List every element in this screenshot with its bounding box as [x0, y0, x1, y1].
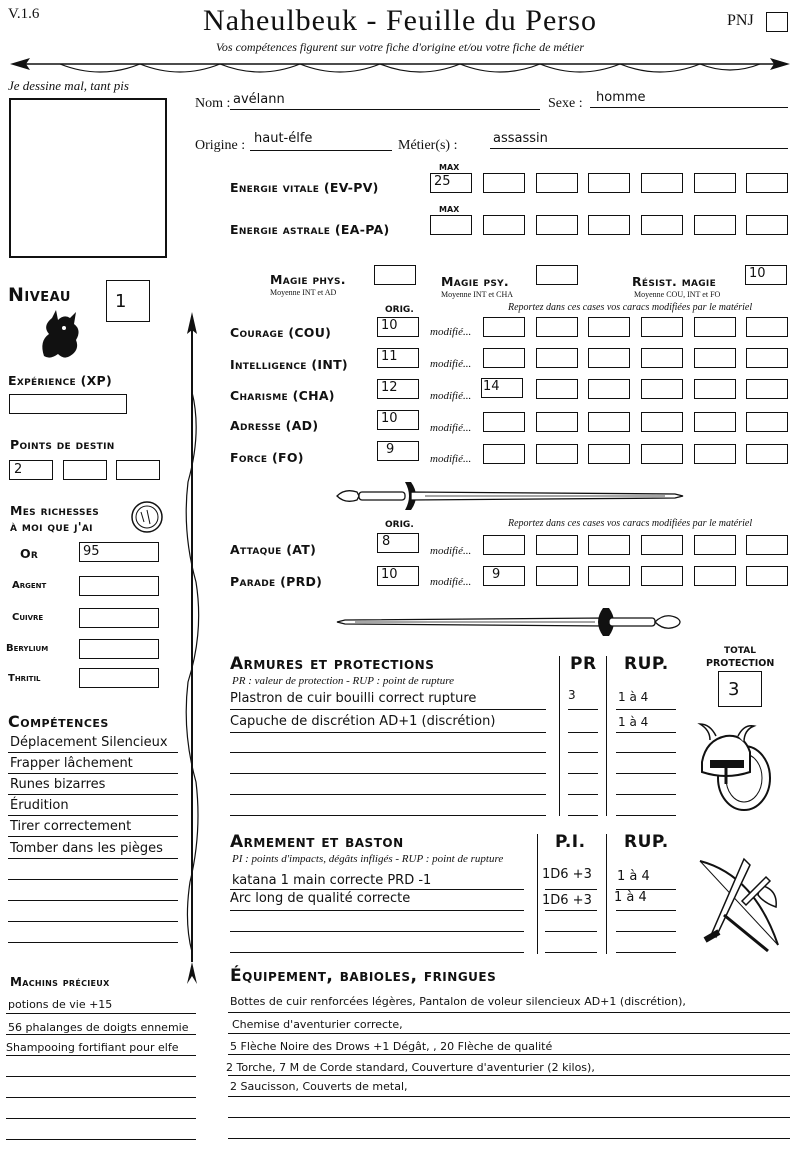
nom-value[interactable]: avélann [233, 92, 285, 107]
stat-mod-cou[interactable] [483, 317, 525, 337]
spear-ornament [180, 312, 204, 984]
stat-mod-ad[interactable] [483, 412, 525, 432]
armement-label: Armement et baston [230, 832, 404, 852]
machin-item[interactable]: Shampooing fortifiant pour elfe [6, 1041, 179, 1054]
modifie-label: modifié... [430, 326, 472, 338]
equipement-item[interactable]: 2 Saucisson, Couverts de metal, [230, 1080, 408, 1093]
metier-value[interactable]: assassin [493, 131, 548, 146]
stat-label-int: Intelligence (INT) [230, 357, 348, 372]
argent-label: Argent [12, 580, 47, 591]
combat-mod-box[interactable] [641, 535, 683, 555]
combat-orig-label: ORIG. [385, 520, 414, 530]
stat-label-fo: Force (FO) [230, 450, 304, 465]
competence-item[interactable]: Déplacement Silencieux [10, 735, 168, 750]
armement-rup-label: RUP. [624, 832, 669, 852]
armures-rup-label: RUP. [624, 654, 669, 674]
stat-orig-int[interactable]: 11 [377, 348, 419, 368]
competences-label: Compétences [8, 712, 109, 731]
or-label: Or [20, 546, 39, 561]
or-value: 95 [83, 544, 100, 559]
stat-mod-box[interactable] [588, 348, 630, 368]
ea-box[interactable] [746, 215, 788, 235]
magie-psy-label: Magie psy. [441, 274, 509, 289]
destin-box[interactable] [9, 460, 53, 480]
stat-mod-box[interactable] [694, 317, 736, 337]
stat-mod-box[interactable] [641, 348, 683, 368]
stat-mod-box[interactable] [694, 444, 736, 464]
competence-item[interactable]: Érudition [10, 798, 69, 813]
dragon-icon [34, 306, 84, 362]
ea-max-label: MAX [439, 205, 460, 214]
equipement-item[interactable]: 5 Flèche Noire des Drows +1 Dégât, , 20 Flèche de qualité [230, 1040, 553, 1053]
ea-box[interactable] [588, 215, 630, 235]
ev-box[interactable] [746, 173, 788, 193]
stat-mod-box[interactable] [746, 317, 788, 337]
resist-magie-label: Résist. magie [632, 274, 717, 289]
destin-value: 2 [14, 462, 23, 477]
stats-orig-label: ORIG. [385, 305, 414, 315]
stat-mod-box[interactable] [641, 317, 683, 337]
modifie-label: modifié... [430, 453, 472, 465]
combat-mod-box[interactable] [588, 566, 630, 586]
total-protection-value: 3 [728, 679, 740, 700]
armure-rup[interactable]: 1 à 4 [618, 690, 649, 704]
stat-label-cou: Courage (COU) [230, 325, 332, 340]
resist-magie-value: 10 [749, 266, 766, 281]
stat-orig-cou[interactable]: 10 [377, 317, 419, 337]
stat-mod-box[interactable] [536, 348, 578, 368]
version-label: V.1.6 [8, 6, 40, 22]
stat-mod-box[interactable] [746, 444, 788, 464]
armures-label: Armures et protections [230, 654, 435, 674]
portrait-box[interactable] [9, 98, 167, 258]
helmet-shield-icon [696, 722, 776, 814]
total-protection-box[interactable] [718, 671, 762, 707]
niveau-value: 1 [115, 291, 127, 312]
ev-max-label: MAX [439, 163, 460, 172]
portrait-label: Je dessine mal, tant pis [8, 78, 129, 93]
ev-max-box[interactable] [430, 173, 472, 193]
stat-mod-int[interactable] [483, 348, 525, 368]
page-title: Naheulbeuk - Feuille du Perso [203, 4, 597, 37]
ev-box[interactable] [536, 173, 578, 193]
resist-magie-note: Moyenne COU, INT et FO [634, 290, 721, 299]
combat-mod-box[interactable] [746, 566, 788, 586]
stat-orig-ad[interactable]: 10 [377, 410, 419, 430]
sword-icon [335, 604, 685, 640]
ea-label: Energie astrale (EA-PA) [230, 222, 390, 237]
machin-item[interactable]: potions de vie +15 [8, 998, 113, 1011]
origine-label: Origine : [195, 138, 246, 153]
cuivre-label: Cuivre [12, 612, 44, 623]
destin-box[interactable] [116, 460, 160, 480]
competence-item[interactable]: Runes bizarres [10, 777, 106, 792]
nom-label: Nom : [195, 96, 231, 111]
machin-item[interactable]: 56 phalanges de doigts ennemie [8, 1021, 189, 1034]
combat-mod-at[interactable] [483, 535, 525, 555]
stat-mod-box[interactable] [746, 379, 788, 399]
arme-rup[interactable]: 1 à 4 [614, 890, 647, 905]
coin-icon [130, 500, 164, 534]
ea-box[interactable] [483, 215, 525, 235]
stat-mod-box[interactable] [588, 412, 630, 432]
combat-mod-box[interactable] [536, 535, 578, 555]
stat-mod-box[interactable] [588, 317, 630, 337]
niveau-box[interactable] [106, 280, 150, 322]
argent-box[interactable] [79, 576, 159, 596]
stat-mod-box[interactable] [588, 444, 630, 464]
modifie-label: modifié... [430, 576, 472, 588]
stat-mod-box[interactable] [536, 412, 578, 432]
competence-item[interactable]: Frapper lâchement [10, 756, 133, 771]
armure-name[interactable]: Plastron de cuir bouilli correct rupture [230, 691, 477, 706]
combat-mod-box[interactable] [588, 535, 630, 555]
stat-mod-box[interactable] [641, 412, 683, 432]
arme-rup[interactable]: 1 à 4 [617, 869, 650, 884]
competence-item[interactable]: Tirer correctement [10, 819, 132, 834]
armement-pi-label: P.I. [555, 832, 586, 852]
ev-box[interactable] [588, 173, 630, 193]
pnj-checkbox[interactable] [766, 12, 788, 32]
stat-orig-cha[interactable]: 12 [377, 379, 419, 399]
arme-pi[interactable]: 1D6 +3 [542, 893, 592, 908]
richesses-label: Mes richesses [10, 503, 100, 518]
arme-name[interactable]: Arc long de qualité correcte [230, 891, 411, 906]
berylium-box[interactable] [79, 639, 159, 659]
combat-mod-box[interactable] [536, 566, 578, 586]
experience-box[interactable] [9, 394, 127, 414]
total-protection-label: TOTAL [724, 646, 756, 656]
ev-value: 25 [434, 174, 451, 189]
armure-name[interactable]: Capuche de discrétion AD+1 (discrétion) [230, 714, 496, 729]
combat-label-at: Attaque (AT) [230, 542, 317, 557]
stat-label-ad: Adresse (AD) [230, 418, 319, 433]
niveau-label: Niveau [8, 284, 71, 306]
pnj-label: PNJ [727, 12, 754, 29]
richesses-label-2: à moi que j'ai [10, 519, 93, 534]
stat-mod-box[interactable] [746, 412, 788, 432]
competence-item[interactable]: Tomber dans les pièges [10, 841, 163, 856]
equipement-label: Équipement, babioles, fringues [230, 966, 497, 986]
stat-mod-box[interactable] [641, 444, 683, 464]
ev-label: Energie vitale (EV-PV) [230, 180, 379, 195]
sexe-label: Sexe : [548, 96, 583, 111]
combat-orig-at[interactable]: 8 [377, 533, 419, 553]
destin-box[interactable] [63, 460, 107, 480]
sword-icon [335, 478, 685, 514]
stat-mod-cha[interactable]: 14 [481, 378, 523, 398]
ev-box[interactable] [641, 173, 683, 193]
stat-label-cha: Charisme (CHA) [230, 388, 335, 403]
stat-mod-box[interactable] [746, 348, 788, 368]
ev-box[interactable] [483, 173, 525, 193]
modifie-label: modifié... [430, 390, 472, 402]
cuivre-box[interactable] [79, 608, 159, 628]
armures-note: PR : valeur de protection - RUP : point de rupture [232, 675, 454, 687]
arme-name[interactable]: katana 1 main correcte PRD -1 [232, 873, 432, 888]
stat-mod-box[interactable] [536, 444, 578, 464]
stats-report-note: Reportez dans ces cases vos caracs modifiées par le matériel [508, 302, 753, 313]
equipement-item[interactable]: 2 Torche, 7 M de Corde standard, Couverture d'aventurier (2 kilos), [226, 1061, 595, 1074]
stat-mod-box[interactable] [536, 317, 578, 337]
magie-psy-note: Moyenne INT et CHA [441, 290, 514, 299]
magie-psy-box[interactable] [536, 265, 578, 285]
ea-max-box[interactable] [430, 215, 472, 235]
stat-mod-box[interactable] [588, 379, 630, 399]
modifie-label: modifié... [430, 545, 472, 557]
combat-mod-box[interactable] [746, 535, 788, 555]
combat-mod-prd[interactable]: 9 [483, 566, 525, 586]
ev-box[interactable] [694, 173, 736, 193]
combat-report-note: Reportez dans ces cases vos caracs modifiées par le matériel [508, 518, 753, 529]
stat-mod-box[interactable] [694, 348, 736, 368]
ea-box[interactable] [694, 215, 736, 235]
stat-mod-box[interactable] [536, 379, 578, 399]
total-protection-label-2: PROTECTION [706, 658, 775, 669]
combat-mod-box[interactable] [694, 535, 736, 555]
magie-phys-note: Moyenne INT et AD [270, 288, 337, 297]
arme-pi[interactable]: 1D6 +3 [542, 867, 592, 882]
stat-mod-fo[interactable] [483, 444, 525, 464]
stat-mod-box[interactable] [694, 379, 736, 399]
ea-box[interactable] [536, 215, 578, 235]
armement-note: PI : points d'impacts, dégâts infligés - RUP : point de rupture [232, 853, 504, 865]
stat-orig-fo[interactable]: 9 [377, 441, 419, 461]
or-box[interactable] [79, 542, 159, 562]
combat-label-prd: Parade (PRD) [230, 574, 323, 589]
armure-pr[interactable]: 3 [568, 688, 576, 702]
modifie-label: modifié... [430, 358, 472, 370]
berylium-label: Berylium [6, 643, 49, 654]
thritil-box[interactable] [79, 668, 159, 688]
experience-label: Expérience (XP) [8, 373, 113, 388]
combat-mod-box[interactable] [694, 566, 736, 586]
stat-mod-box[interactable] [694, 412, 736, 432]
sexe-value[interactable]: homme [596, 90, 646, 105]
modifie-label: modifié... [430, 422, 472, 434]
equipement-item[interactable]: Chemise d'aventurier correcte, [232, 1018, 403, 1031]
armures-pr-label: PR [570, 654, 597, 674]
metier-label: Métier(s) : [398, 138, 458, 153]
armure-rup[interactable]: 1 à 4 [618, 715, 649, 729]
page-subtitle: Vos compétences figurent sur votre fiche d'origine et/ou votre fiche de métier [215, 40, 585, 54]
magie-phys-label: Magie phys. [270, 272, 346, 287]
thritil-label: Thritil [8, 673, 41, 684]
equipement-item[interactable]: Bottes de cuir renforcées légères, Pantalon de voleur silencieux AD+1 (discrétion), [230, 995, 686, 1008]
combat-orig-prd[interactable]: 10 [377, 566, 419, 586]
destin-label: Points de destin [10, 437, 115, 452]
machins-label: Machins précieux [10, 975, 110, 989]
magie-phys-box[interactable] [374, 265, 416, 285]
origine-value[interactable]: haut-élfe [254, 131, 313, 146]
combat-mod-box[interactable] [641, 566, 683, 586]
ea-box[interactable] [641, 215, 683, 235]
resist-magie-box[interactable] [745, 265, 787, 285]
crossed-weapons-icon [694, 855, 786, 955]
stat-mod-box[interactable] [641, 379, 683, 399]
